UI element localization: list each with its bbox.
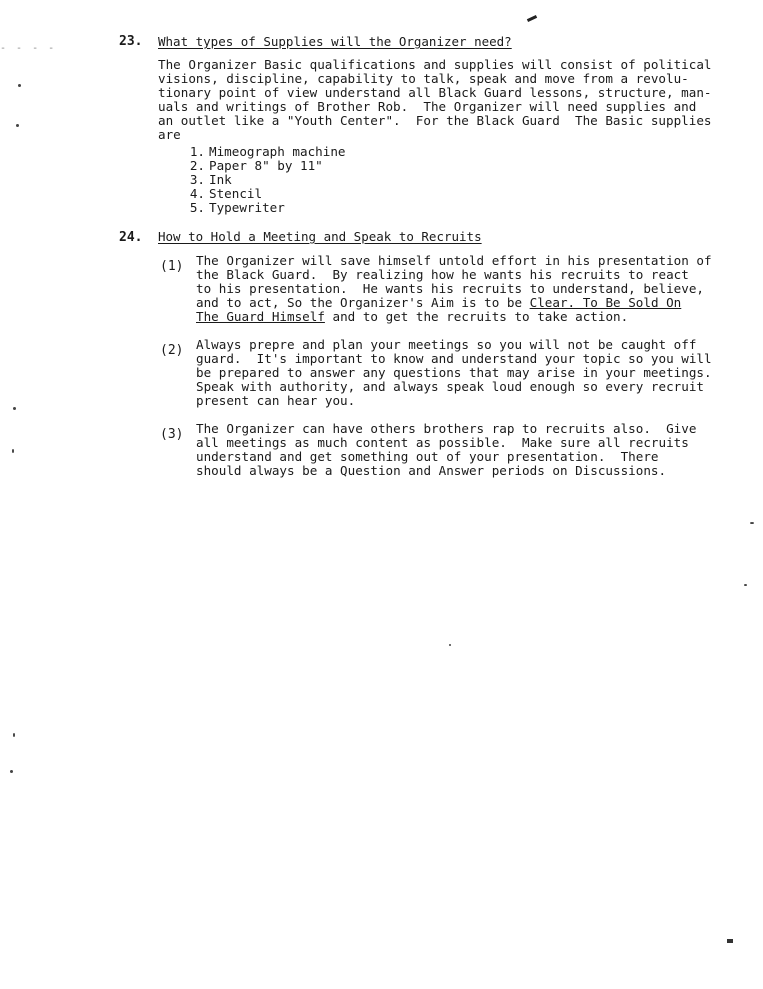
corner-speck (727, 939, 733, 943)
supply-number: 1. (189, 144, 205, 159)
margin-dashes: - - - - (0, 43, 57, 54)
item-2-line: guard. It's important to know and understand your topic so you will (196, 351, 712, 366)
item-3-number: (3) (160, 427, 184, 442)
item-1-line (196, 296, 681, 310)
section-23-number: 23. (119, 34, 143, 49)
item-1-number: (1) (160, 259, 184, 274)
edge-speck (744, 584, 747, 586)
supply-text: Ink (209, 172, 232, 187)
supply-number: 2. (189, 158, 205, 173)
item-1-underlined-phrase: Clear. To Be Sold On (529, 295, 682, 310)
edge-speck (13, 733, 15, 737)
supply-number: 5. (189, 200, 205, 215)
supply-number: 3. (189, 172, 205, 187)
supply-text: Stencil (209, 186, 263, 201)
item-2-line: Speak with authority, and always speak loud enough so every recruit (196, 379, 704, 394)
section-23-line: visions, discipline, capability to talk, speak and move from a revolu- (158, 71, 689, 86)
item-1-underlined-guard: The Guard Himself (196, 309, 325, 324)
item-2-line: present can hear you. (196, 393, 356, 408)
item-2-line: Always prepre and plan your meetings so you will not be caught off (196, 337, 697, 352)
section-24-title: How to Hold a Meeting and Speak to Recruits (158, 229, 482, 244)
supply-text: Mimeograph machine (209, 144, 346, 159)
edge-speck (18, 84, 21, 87)
item-3-line: understand and get something out of your presentation. There (196, 449, 659, 464)
item-1-line (196, 310, 628, 324)
item-2-line: be prepared to answer any questions that may arise in your meetings. (196, 365, 712, 380)
item-1-line-text: and to get the recruits to take action. (324, 309, 629, 324)
section-23-title: What types of Supplies will the Organizer need? (158, 34, 512, 49)
item-3-line: all meetings as much content as possible. Make sure all recruits (196, 435, 689, 450)
section-23-line: tionary point of view understand all Black Guard lessons, structure, man- (158, 85, 712, 100)
section-23-line: an outlet like a "Youth Center". For the Black Guard The Basic supplies (158, 113, 712, 128)
edge-speck (750, 522, 754, 524)
edge-speck (13, 407, 16, 410)
item-1-line: The Organizer will save himself untold effort in his presentation of (196, 253, 712, 268)
section-23-line: uals and writings of Brother Rob. The Organizer will need supplies and (158, 99, 697, 114)
edge-speck (449, 644, 451, 646)
section-24-number: 24. (119, 230, 143, 245)
item-3-line: should always be a Question and Answer periods on Discussions. (196, 463, 667, 478)
supply-text: Paper 8" by 11" (209, 158, 323, 173)
edge-speck (10, 770, 13, 773)
item-3-line: The Organizer can have others brothers rap to recruits also. Give (196, 421, 697, 436)
edge-speck (12, 449, 14, 453)
item-2-number: (2) (160, 343, 184, 358)
supply-text: Typewriter (209, 200, 285, 215)
pen-tick-mark (527, 15, 537, 22)
item-1-line: to his presentation. He wants his recruits to understand, believe, (196, 281, 704, 296)
item-1-line-text: and to act, So the Organizer's Aim is to be (196, 295, 530, 310)
section-23-line: are (158, 127, 181, 142)
edge-speck (16, 124, 19, 127)
supply-number: 4. (189, 186, 205, 201)
item-1-line: the Black Guard. By realizing how he wants his recruits to react (196, 267, 689, 282)
section-23-line: The Organizer Basic qualifications and supplies will consist of political (158, 57, 712, 72)
